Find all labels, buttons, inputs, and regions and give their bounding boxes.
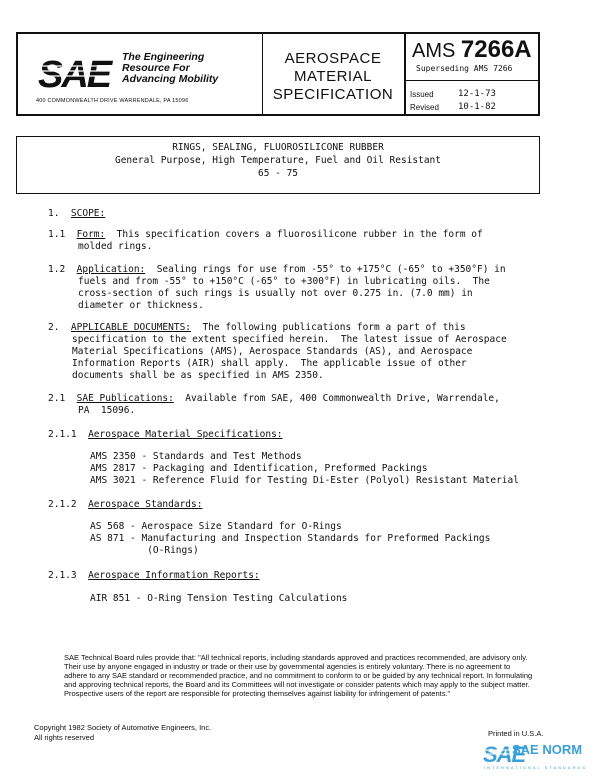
document-header (16, 32, 540, 116)
section-number: 2.1 (48, 393, 66, 404)
section-title: SAE Publications: (76, 393, 174, 404)
section-number: 1.1 (48, 229, 66, 240)
section-2 (48, 322, 466, 335)
tagline-line: Resource For (122, 62, 190, 74)
issued-label: Issued (410, 90, 434, 99)
section-text: Sealing rings for use from -55° to +175°C (-65° to +350°F) in (145, 264, 506, 275)
document-type-line: MATERIAL (294, 68, 372, 85)
list-item: AMS 2817 - Packaging and Identification, Preformed Packings (90, 463, 428, 474)
subject-title: RINGS, SEALING, FLUOROSILICONE RUBBER (172, 142, 384, 153)
section-text: This specification covers a fluorosilicone rubber in the form of (105, 229, 483, 240)
copyright-line: Copyright 1982 Society of Automotive Engineers, Inc. (34, 723, 212, 732)
technical-board-notice: SAE Technical Board rules provide that: "All technical reports, including standards approved and practices recommended, are advisory only. Their use by anyone engaged in industry or trade or their use by governmental agencies is entirely voluntary. There is no agreement to adhere to any SAE standard or recommended practice, and no commitment to conform to or be guided by any technical report. In formulating and approving technical reports, the Board and its Committees will not investigate or consider patents which may apply to the subject matter. Prospective users of the report are responsible for protecting themselves against liability for infringement of patents." (64, 653, 533, 698)
publisher-block (18, 34, 263, 114)
section-text: The following publications form a part of this (191, 322, 466, 333)
section-text: PA 15096. (78, 405, 136, 416)
subject-box (16, 136, 540, 194)
watermark-text: SAE NORM (512, 742, 583, 757)
section-text: fuels and from -55° to +150°C (-65° to +300°F) in lubricating oils. The (78, 276, 490, 287)
section-number: 2.1.1 (48, 429, 77, 440)
spec-code: 7266A (460, 36, 532, 63)
section-number: 1.2 (48, 264, 66, 275)
document-type (262, 34, 406, 114)
section-2-1 (48, 393, 500, 406)
list-item: (O-Rings) (90, 545, 199, 556)
section-number: 1. (48, 208, 60, 219)
section-1-1 (48, 229, 483, 242)
tagline-line: Advancing Mobility (122, 73, 219, 85)
section-1 (48, 208, 105, 221)
section-text: specification to the extent specified herein. The latest issue of Aerospace (72, 334, 507, 345)
section-text: Available from SAE, 400 Commonwealth Drive, Warrendale, (173, 393, 500, 404)
tagline (122, 52, 218, 85)
spec-id-block (406, 34, 538, 114)
section-title: Form: (76, 229, 106, 240)
section-number: 2. (48, 322, 60, 333)
section-text: Material Specifications (AMS), Aerospace Standards (AS), and Aerospace (72, 346, 473, 357)
section-text: documents shall be as specified in AMS 2350. (72, 370, 324, 381)
section-title: APPLICABLE DOCUMENTS: (70, 322, 192, 333)
list-item: AIR 851 - O-Ring Tension Testing Calculations (90, 593, 348, 604)
subject-hardness: 65 - 75 (257, 168, 299, 179)
printed-in: Printed in U.S.A. (488, 729, 544, 738)
document-type-line: SPECIFICATION (272, 86, 394, 103)
section-title: Application: (76, 264, 146, 275)
section-text: cross-section of such rings is usually not over 0.275 in. (7.0 mm) in (78, 288, 473, 299)
section-2-1-1 (48, 429, 283, 442)
list-item: AS 871 - Manufacturing and Inspection Standards for Preformed Packings (90, 533, 491, 544)
list-item: AS 568 - Aerospace Size Standard for O-Rings (90, 521, 342, 532)
divider (406, 80, 538, 81)
section-title: Aerospace Standards: (88, 499, 203, 510)
svg-text:SAE: SAE (38, 54, 111, 94)
subject-subtitle: General Purpose, High Temperature, Fuel and Oil Resistant (114, 155, 441, 166)
spec-prefix: AMS (412, 40, 456, 62)
section-text: Information Reports (AIR) shall apply. The applicable issue of other (72, 358, 467, 369)
tagline-line: The Engineering (122, 51, 205, 63)
sae-logo (38, 54, 118, 94)
section-title: SCOPE: (70, 208, 106, 219)
spec-number (412, 36, 532, 64)
svg-text:SAE: SAE (483, 742, 526, 767)
section-number: 2.1.3 (48, 570, 77, 581)
document-type-line: AEROSPACE (284, 50, 382, 67)
superseding-note: Superseding AMS 7266 (416, 64, 513, 73)
revised-label: Revised (410, 103, 439, 112)
copyright (34, 723, 211, 743)
section-title: Aerospace Information Reports: (88, 570, 260, 581)
list-item: AMS 3021 - Reference Fluid for Testing Di-Ester (Polyol) Resistant Material (90, 475, 519, 486)
section-2-1-2 (48, 499, 202, 512)
watermark-subtext: INTERNATIONAL STANDARDS (484, 765, 588, 770)
section-title: Aerospace Material Specifications: (88, 429, 283, 440)
section-text: diameter or thickness. (78, 300, 204, 311)
issued-date: 12-1-73 (458, 89, 496, 99)
section-1-2 (48, 264, 506, 277)
list-item: AMS 2350 - Standards and Test Methods (90, 451, 302, 462)
section-number: 2.1.2 (48, 499, 77, 510)
rights-line: All rights reserved (34, 733, 95, 742)
section-2-1-3 (48, 570, 260, 583)
publisher-address: 400 COMMONWEALTH DRIVE WARRENDALE, PA 15096 (36, 98, 189, 104)
section-text: molded rings. (78, 241, 153, 252)
revised-date: 10-1-82 (458, 102, 496, 112)
